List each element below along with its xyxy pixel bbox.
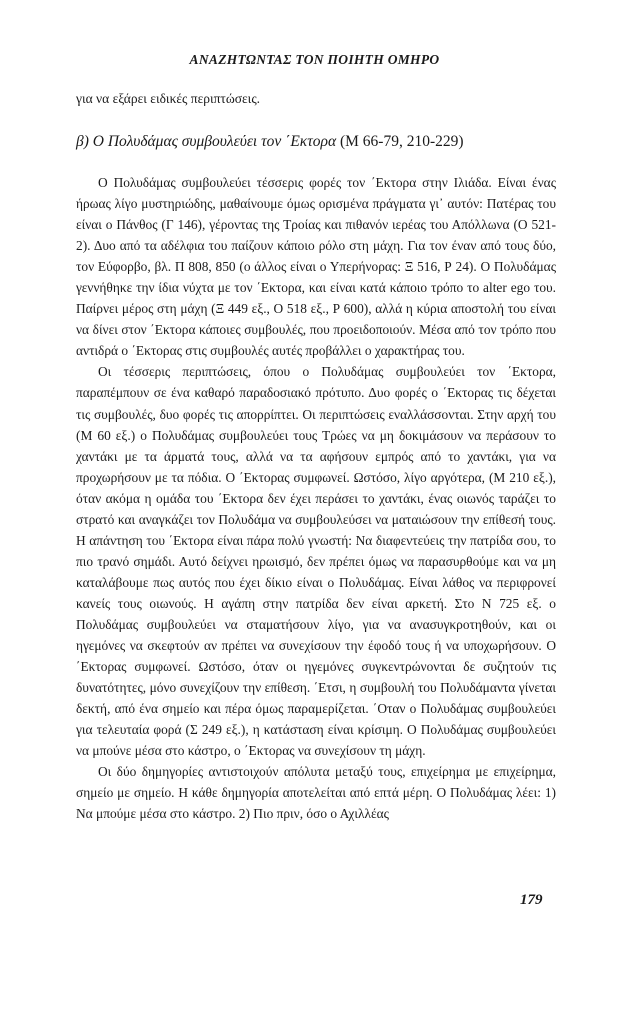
paragraph: Ο Πολυδάμας συμβουλεύει τέσσερις φορές τον ΄Εκτορα στην Ιλιάδα. Είναι ένας ήρωας λίγο μυστηριώδης, μαθαίνουμε όμως ορισμένα πράγματα γι᾽ αυτόν: Πατέρας του είναι ο Πάνθος (Γ 146), γέροντας της Τροίας και πιθανόν ιερέας του Απόλλωνα (Ο 521-2). Δυο από τα αδέλφια του παίζουν κάποιο ρόλο στη μάχη. Για τον έναν από τους δύο, τον Εύφορβο, βλ. Π 808, 850 (ο άλλος είναι ο Υπερήνορας: Ξ 516, Ρ 24). Ο Πολυδάμας γεννήθηκε την ίδια νύχτα με τον ΄Εκτορα, και είναι κατά κάποιο τρόπο το alter ego του. Παίρνει μέρος στη μάχη (Ξ 449 εξ., Ο 518 εξ., Ρ 600), αλλά η κύρια αποστολή του είναι να δίνει στον ΄Εκτορα κάποιες συμβουλές, που προειδοποιούν. Μέσα από τον τρόπο που αντιδρά ο ΄Εκτορας στις συμβουλές αυτές προβάλλει ο χαρακτήρας του. (76, 175, 556, 359)
paragraph: Οι δύο δημηγορίες αντιστοιχούν απόλυτα μεταξύ τους, επιχείρημα με επιχείρημα, σημείο με σημείο. Η κάθε δημηγορία αποτελείται από επτά μέρη. Ο Πολυδάμας λέει: 1) Να μπούμε μέσα στο κάστρο. 2) Πιο πριν, όσο ο Αχιλλέας (76, 764, 556, 822)
section-label: β) (76, 133, 89, 150)
paragraph: Οι τέσσερις περιπτώσεις, όπου ο Πολυδάμας συμβουλεύει τον ΄Εκτορα, παραπέμπουν σε ένα καθαρό παραδοσιακό πρότυπο. Δυο φορές ο ΄Εκτορας τις δέχεται τις συμβουλές, δυο φορές τις απορρίπτει. Οι περιπτώσεις εναλλάσσονται. Στην αρχή του (Μ 60 εξ.) ο Πολυδάμας συμβουλεύει τους Τρώες να μη δοκιμάσουν να περάσουν το χαντάκι με τα άρματά τους, αλλά να τα αφήσουν εμπρός από το χαντάκι, για να προχωρήσουν με τα πόδια. Ο ΄Εκτορας συμφωνεί. Ωστόσο, λίγο αργότερα, (Μ 210 εξ.), όταν ακόμα η ομάδα του ΄Εκτορα δεν έχει περάσει το χαντάκι, ένας οιωνός ταράζει το στρατό και αναγκάζει τον Πολυδάμα να συμβουλεύσει να ματαιώσουν την επίθεσή τους. Η απάντηση του ΄Εκτορα είναι πάρα πολύ γνωστή: Να διαφεντεύεις την πατρίδα σου, το πιο τρανό σημάδι. Αυτό δείχνει ηρωισμό, δεν πρέπει όμως να παρασυρθούμε και να μη καταλάβουμε πως αυτός που έχει δίκιο είναι ο Πολυδάμας. Είναι λάθος να περιφρονεί κανείς τους οιωνούς. Η αγάπη στην πατρίδα δεν είναι αρκετή. Στο Ν 725 εξ. ο Πολυδάμας συμβουλεύει να σταματήσουν λίγο, για να ανασυγκροτηθούν, και οι ηγεμόνες να σκεφτούν αν πρέπει να συνεχίσουν την έφοδό τους ή να υποχωρήσουν. Ο ΄Εκτορας συμφωνεί. Ωστόσο, όταν οι ηγεμόνες συγκεντρώνονται δε συζητούν τις δυνατότητες, μόνο συνεχίζουν την επίθεση. ΄Ετσι, η συμβουλή του Πολυδάμαντα γίνεται δεκτή, από ένα σημείο και πέρα όμως παραμερίζεται. ΄Οταν ο Πολυδάμας συμβουλεύει για τελευταία φορά (Σ 249 εξ.), η κατάσταση είναι κρίσιμη. Ο Πολυδάμας συμβουλεύει να μπούνε μέσα στο κάστρο, ο ΄Εκτορας να συνεχίσουν τη μάχη. (76, 364, 556, 759)
intro-line: για να εξάρει ειδικές περιπτώσεις. (76, 91, 261, 106)
running-head: ΑΝΑΖΗΤΩΝΤΑΣ ΤΟΝ ΠΟΙΗΤΗ ΟΜΗΡΟ (189, 52, 440, 67)
section-ref: (Μ 66-79, 210-229) (339, 133, 464, 150)
body-text (76, 172, 556, 824)
section-title: Ο Πολυδάμας συμβουλεύει τον ΄Εκτορα (92, 133, 337, 150)
section-heading (76, 133, 464, 151)
page-number: 179 (520, 892, 543, 908)
